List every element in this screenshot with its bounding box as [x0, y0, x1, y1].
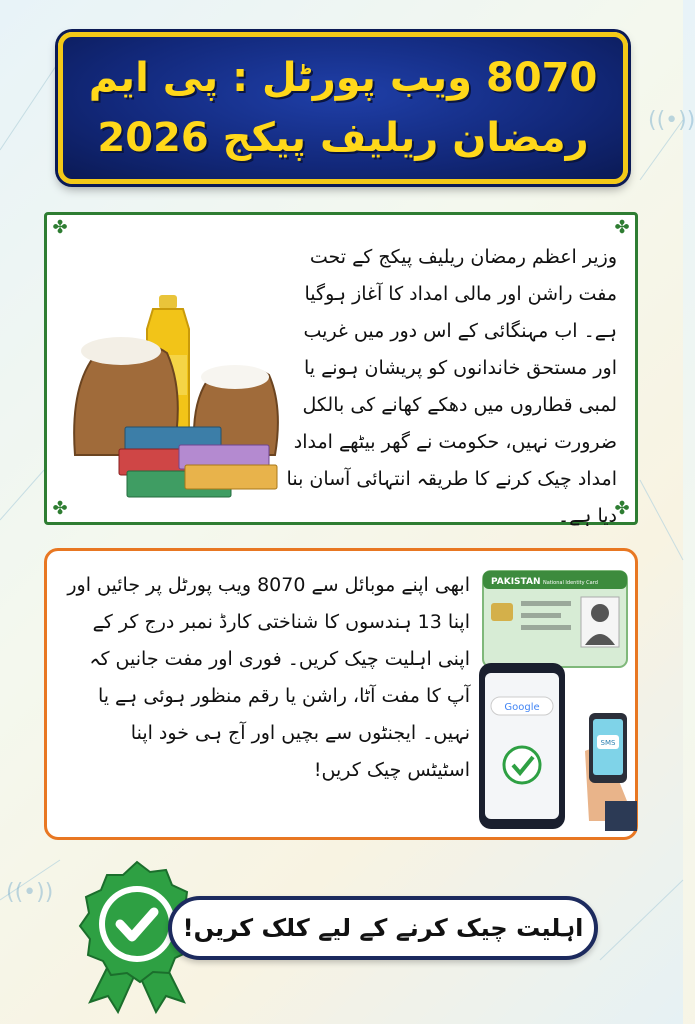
corner-ornament-icon: ✤ — [614, 498, 630, 519]
id-card-illustration — [481, 569, 629, 669]
check-eligibility-button[interactable] — [168, 896, 598, 960]
page-title-line-2: رمضان ریلیف پیکج 2026 — [97, 115, 589, 161]
corner-ornament-icon: ✤ — [52, 217, 68, 238]
search-brand-label: Google — [504, 702, 540, 713]
ration-bags-and-cash-illustration — [67, 285, 297, 510]
phone-and-sms-illustration — [477, 661, 637, 831]
sms-label: SMS — [600, 739, 616, 747]
corner-ornament-icon: ✤ — [614, 217, 630, 238]
steps-card — [44, 548, 638, 840]
id-card-title: PAKISTAN — [491, 577, 541, 587]
id-card-subtitle: National Identity Card — [543, 580, 598, 586]
intro-text: وزیر اعظم رمضان ریلیف پیکج کے تحت مفت راشن اور مالی امداد کا آغاز ہوگیا ہے۔ اب مہنگائی کے اس دور میں غریب اور مستحق خاندانوں کو پریشان ہونے یا لمبی قطاروں میں دھکے کھانے کی بالکل ضرورت نہیں، حکومت نے گھر بیٹھے امداد امداد چیک کرنے کا طریقہ انتہائی آسان بنا دیا ہے۔ — [286, 246, 617, 527]
check-eligibility-label: اہلیت چیک کرنے کے لیے کلک کریں! — [182, 914, 584, 942]
corner-ornament-icon: ✤ — [52, 498, 68, 519]
title-banner — [58, 32, 628, 184]
page-title-line-1: 8070 ویب پورٹل : پی ایم — [88, 55, 598, 101]
steps-text: ابھی اپنے موبائل سے 8070 ویب پورٹل پر جائیں اور اپنا 13 ہندسوں کا شناختی کارڈ نمبر درج کر کے اپنی اہلیت چیک کریں۔ فوری اور مفت جانیں کہ آپ کا مفت آٹا، راشن یا رقم منظور ہوئی ہے یا نہیں۔ ایجنٹوں سے بچیں اور آج ہی خود اپنا اسٹیٹس چیک کریں! — [67, 574, 470, 781]
wifi-icon: ((•)) — [6, 880, 54, 905]
intro-card — [44, 212, 638, 525]
wifi-icon: ((•)) — [648, 108, 695, 133]
